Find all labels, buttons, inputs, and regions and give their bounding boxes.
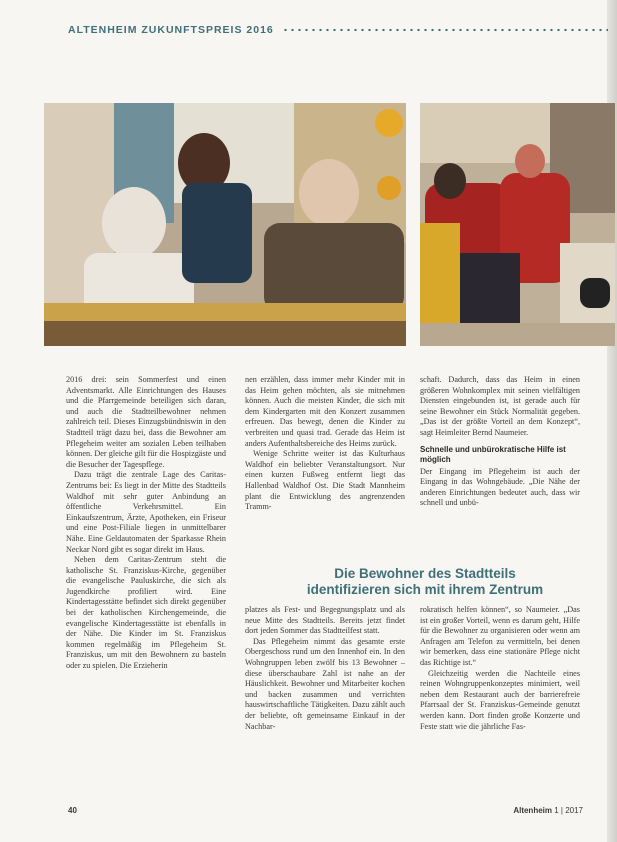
article-column-1 [66,375,226,672]
paragraph: platzes als Fest- und Begegnungsplatz und als neue Mitte des Stadtteils. Bereits jetzt findet dort jeden Sommer das Stadtteilfest statt. [245,605,405,636]
section-header [68,20,608,40]
pull-quote [245,566,605,598]
photo-residents-table [44,103,406,346]
paragraph: Der Eingang im Pflegeheim ist auch der Eingang in das Wohngebäude. „Die Nähe der anderen Einrichtungen bedeutet auch, dass wir schnell und unbü- [420,466,580,508]
article-column-3-lower [420,605,580,732]
photo-residents-armchairs-icon [420,103,615,346]
issue-number: 1 | 2017 [554,806,583,815]
photo-residents-armchairs [420,103,615,346]
paragraph: Gleichzeitig werden die Nachteile eines reinen Wohngruppenkonzeptes minimiert, weil neben dem Restaurant auch der barrierefreie Pfarrsaal der St. Franziskus-Gemeinde genutzt werden kann. Dort finden große Konzerte und Feste statt wie die jährliche Fas- [420,668,580,731]
article-subheading: Schnelle und unbürokratische Hilfe ist möglich [420,444,566,464]
article-column-2-lower [245,605,405,732]
magazine-name: Altenheim [513,806,552,815]
magazine-issue [513,806,583,815]
article-column-2 [245,375,405,513]
photo-residents-table-icon [44,103,406,346]
paragraph: Dazu trägt die zentrale Lage des Caritas-Zentrums bei: Es liegt in der Mitte des Stadtteils Waldhof mit sehr guter Anbindung an öffentliche Verkehrsmittel. Ein Einkaufszentrum, Ärzte, Apotheken, ein Friseur und eine Post-Filiale liegen in unmittelbarer Nähe. Eine Geldautomaten der Sparkasse Rhein Neckar Nord gibt es sogar direkt im Haus. [66,470,226,554]
paragraph: 2016 drei: sein Sommerfest und einen Adventsmarkt. Alle Einrichtungen des Hauses und die Pfarrgemeinde beteiligen sich daran, und auch die Stadtteilbewohner nehmen zahlreich teil. Dieses Einzugsbündniswin in den Stadtteil trägt dazu bei, dass die Bewohner am Pflegeheim weiter am sozialen Leben teilhaben können. Der gleiche gilt für die Hospizgäste und die Besucher der Tagespflege. [66,375,226,469]
section-title: ALTENHEIM ZUKUNFTSPREIS 2016 [68,24,274,36]
article-column-3 [420,375,580,509]
pull-quote-line-2: identifizieren sich mit ihrem Zentrum [306,582,544,597]
paragraph: schaft. Dadurch, dass das Heim in einen größeren Wohnkomplex mit seinen vielfältigen Diensten eingebunden ist, ist gerade auch für seine Bewohner ein Stück Normalität gegeben. „Das ist der größte Vorteil an dem Konzept“, sagt Heimleiter Bernd Naumeier. [420,375,580,437]
paragraph: nen erzählen, dass immer mehr Kinder mit in das Heim gehen möchten, als sie mitnehmen können. Auch die meisten Kinder, die sich mit dem Kindergarten mit den Konzert zusammen erfreuen. Das bewegt, denen die Kinder zu verbreiten und quasi trad. Gerade das Heim ist anders Aufenthaltsbereiche des Heims zurück. [245,375,405,448]
pull-quote-line-1: Die Bewohner des Stadtteils [334,566,516,581]
paragraph: Wenige Schritte weiter ist das Kulturhaus Waldhof ein beliebter Veranstaltungsort. Nur einen kurzen Fußweg entfernt liegt das Hallenbad Waldhof Ost. Die Stadt Mannheim plant die Entwicklung des angrenzenden Tramm- [245,449,405,512]
paragraph: Neben dem Caritas-Zentrum steht die katholische St. Franziskus-Kirche, gegenüber die evangelische Pauluskirche, die sich als Jugendkirche profiliert wird. Eine Kindertagesstätte befindet sich direkt gegenüber bei der katholischen Kirchengemeinde, die evangelische Kindertagesstätte ist ebenfalls in der Nähe. Die Kinder im St. Franziskus kommen regelmäßig im Pflegeheim St. Franziskus, um mit den Bewohnern zu basteln oder zu spielen. Die Erzieherin [66,555,226,671]
page-number: 40 [68,806,77,815]
page-footer [68,806,583,820]
paragraph: Das Pflegeheim nimmt das gesamte erste Obergeschoss rund um den Innenhof ein. In den Wohngruppen leben zwölf bis 13 Bewohner – diese überschaubare Zahl ist nahe an der Häuslichkeit. Bewohner und Mitarbeiter kochen und backen zusammen und verrichten hauswirtschaftliche Tätigkeiten. Dazu zählt auch der beliebte, oft gemeinsame Einkauf in der Nachbar- [245,636,405,731]
paragraph: rokratisch helfen können“, so Naumeier. „Das ist ein großer Vorteil, wenn es darum geht, Hilfe für die Bewohner zu organisieren oder wenn am Anfragen am Telefon zu vermitteln, bei denen wir bemerken, dass eine stationäre Pflege nicht das Richtige ist.“ [420,605,580,667]
header-dotted-rule [282,28,608,32]
